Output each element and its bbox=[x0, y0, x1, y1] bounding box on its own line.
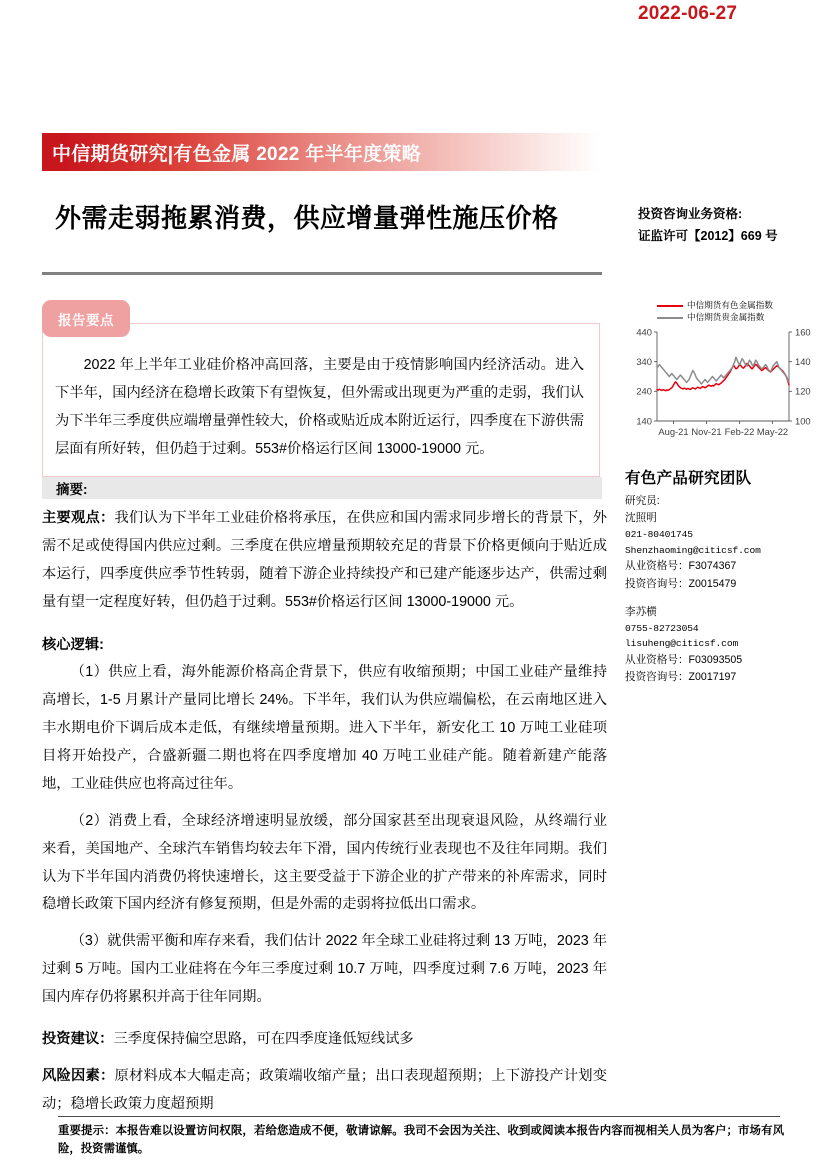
spacer bbox=[42, 619, 607, 626]
header-row bbox=[0, 133, 827, 173]
highlight-text: 2022 年上半年工业硅价格冲高回落，主要是由于疫情影响国内经济活动。进入下半年，国内经济在稳增长政策下有望恢复，但外需或出现更为严重的走弱，我们认为下半年三季度供应端增量弹性较大，价格或贴近成本附近运行，四季度在下游供需层面有所好转，但仍趋于过剩。553#价格运行区间 13000-19000 元。 bbox=[55, 357, 584, 457]
risk-factors-label: 风险因素： bbox=[42, 1067, 115, 1084]
svg-text:May-22: May-22 bbox=[756, 426, 789, 437]
svg-text:160: 160 bbox=[795, 326, 811, 338]
team-member-1-name: 李苏横 bbox=[625, 605, 657, 618]
core-point-3: （3）就供需平衡和库存来看，我们估计 2022 年全球工业硅将过剩 13 万吨，2023 年过剩 5 万吨。国内工业硅将在今年三季度过剩 10.7 万吨，四季度过剩 7.6 万吨，2023 年国内库存仍将累积并高于往年同期。 bbox=[42, 933, 607, 1005]
spacer bbox=[42, 801, 607, 808]
abstract-heading-bar bbox=[42, 477, 602, 499]
risk-factors-text: 原材料成本大幅走高；政策端收缩产量；出口表现超预期；上下游投产计划变动；稳增长政策力度超预期 bbox=[42, 1067, 608, 1112]
report-date: 2022-06-27 bbox=[638, 3, 738, 24]
index-chart bbox=[617, 300, 825, 455]
team-spacer bbox=[625, 593, 825, 604]
highlight-box bbox=[42, 323, 600, 477]
qualification-block bbox=[638, 204, 823, 248]
team-member-0-consulting: 投资咨询号：Z0015479 bbox=[625, 577, 737, 590]
risk-factors bbox=[42, 1063, 607, 1119]
main-view-text: 我们认为下半年工业硅价格将承压，在供应和国内需求同步增长的背景下，外需不足或使得国内供应过剩。三季度在供应增量预期较充足的背景下价格更倾向于贴近成本运行，四季度供应季节性转弱，随着下游企业持续投产和已建产能逐步达产，供需过剩量有望一定程度好转，但仍趋于过剩。553#价格运行区间 13000-19000 元。 bbox=[42, 510, 608, 610]
research-team-block bbox=[625, 466, 825, 686]
svg-text:Nov-21: Nov-21 bbox=[691, 426, 722, 437]
main-view-paragraph bbox=[42, 505, 607, 617]
team-member-0-name: 沈照明 bbox=[625, 512, 657, 525]
svg-text:Feb-22: Feb-22 bbox=[724, 426, 755, 437]
title-divider bbox=[42, 272, 602, 275]
svg-text:240: 240 bbox=[636, 385, 652, 397]
abstract-heading: 摘要: bbox=[56, 482, 88, 497]
chart-canvas bbox=[617, 300, 825, 455]
spacer bbox=[42, 921, 607, 928]
qualification-line-2: 证监许可【2012】669 号 bbox=[638, 228, 778, 243]
svg-text:120: 120 bbox=[795, 385, 811, 397]
svg-text:440: 440 bbox=[636, 326, 652, 338]
banner-title: 中信期货研究|有色金属 2022 年半年度策略 bbox=[52, 143, 422, 165]
svg-text:140: 140 bbox=[795, 356, 811, 368]
core-point-2: （2）消费上看，全球经济增速明显放缓，部分国家甚至出现衰退风险，从终端行业来看，美国地产、全球汽车销售均较去年下滑，国内传统行业表现也不及往年同期。我们认为下半年国内消费仍将快速增长，这主要受益于下游企业的扩产带来的补库需求，同时稳增长政策下国内经济有修复预期，但是外需的走弱将拉低出口需求。 bbox=[42, 812, 607, 913]
abstract-body bbox=[42, 505, 607, 1121]
team-member-1-consulting: 投资咨询号：Z0017197 bbox=[625, 671, 737, 684]
footer-disclaimer: 重要提示：本报告难以设置访问权限，若给您造成不便，敬请谅解。我司不会因为关注、收到或阅读本报告内容而视相关人员为客户；市场有风险，投资需谨慎。 bbox=[58, 1125, 784, 1156]
investment-advice-label: 投资建议： bbox=[42, 1030, 114, 1047]
core-logic-label: 核心逻辑: bbox=[42, 636, 104, 653]
core-point-1: （1）供应上看，海外能源价格高企背景下，供应有收缩预期；中国工业硅产量维持高增长，1-5 月累计产量同比增长 24%。下半年，我们认为供应端偏松，在云南地区进入丰水期电价下调后成本走低，有继续增量预期。进入下半年，新安化工 10 万吨工业硅项目将开始投产，合盛新疆二期也将在四季度增加 40 万吨工业硅产能。随着新建产能落地，工业硅供应也将高过往年。 bbox=[42, 664, 607, 792]
highlight-badge: 报告要点 bbox=[42, 300, 130, 337]
svg-text:100: 100 bbox=[795, 415, 811, 427]
svg-text:340: 340 bbox=[636, 356, 652, 368]
spacer bbox=[42, 1056, 607, 1063]
legend-label-precious: 中信期货贵金属指数 bbox=[687, 311, 765, 322]
footer-divider bbox=[58, 1116, 780, 1117]
team-member-1-email[interactable]: lisuheng@citicsf.com bbox=[625, 638, 739, 650]
team-role-label: 研究员: bbox=[625, 495, 660, 507]
page-title: 外需走弱拖累消费，供应增量弹性施压价格 bbox=[55, 203, 559, 233]
team-title: 有色产品研究团队 bbox=[625, 470, 752, 487]
team-member-0-license: 从业资格号：F3074367 bbox=[625, 560, 737, 573]
svg-text:140: 140 bbox=[636, 415, 652, 427]
investment-advice bbox=[42, 1026, 607, 1054]
svg-text:Aug-21: Aug-21 bbox=[658, 426, 689, 437]
legend-label-nonferrous: 中信期货有色金属指数 bbox=[687, 300, 773, 310]
spacer bbox=[42, 1014, 607, 1026]
investment-advice-text: 三季度保持偏空思路，可在四季度逢低短线试多 bbox=[113, 1030, 414, 1047]
report-banner bbox=[42, 133, 600, 171]
team-member-1-phone: 0755-82723054 bbox=[625, 622, 699, 634]
qualification-line-1: 投资咨询业务资格: bbox=[638, 207, 743, 221]
team-member-0-phone: 021-80401745 bbox=[625, 529, 693, 541]
main-view-label: 主要观点： bbox=[42, 510, 115, 526]
team-member-1-license: 从业资格号：F03093505 bbox=[625, 653, 743, 666]
team-member-0-email[interactable]: Shenzhaoming@citicsf.com bbox=[625, 544, 761, 556]
